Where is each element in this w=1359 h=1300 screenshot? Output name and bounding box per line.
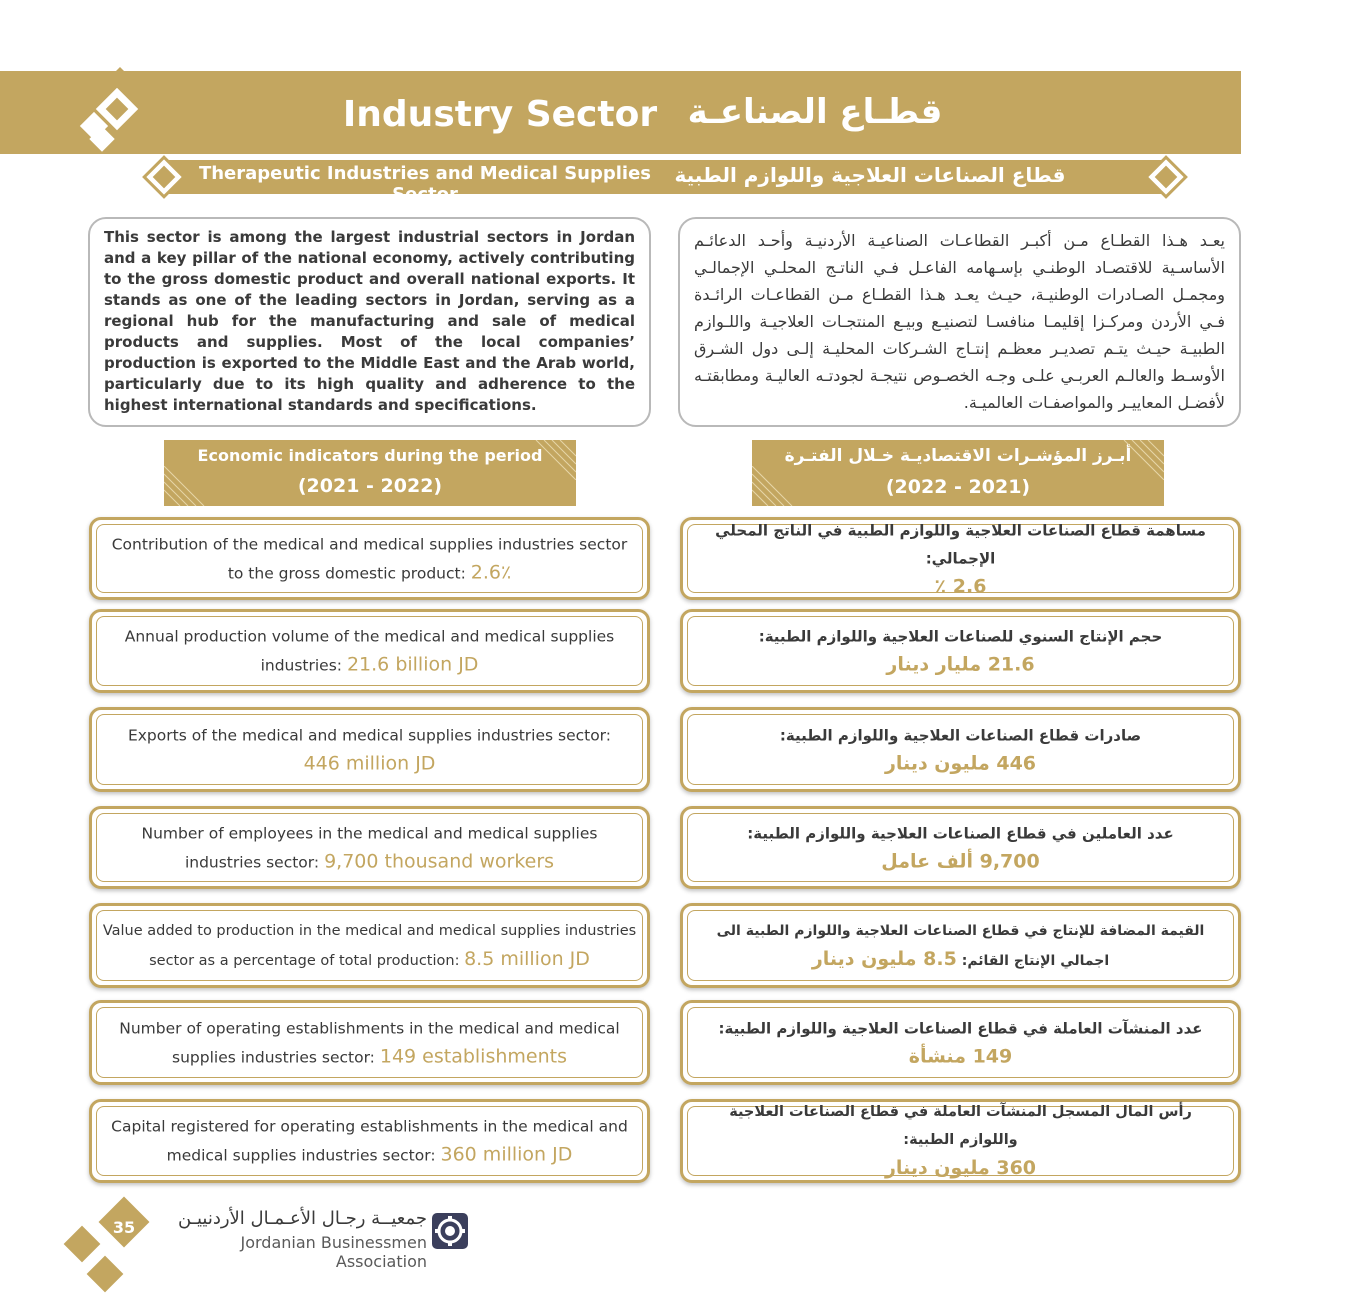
page-title-ar: قطـاع الصناعـة	[687, 92, 943, 132]
indicators-period-ar: (2022 - 2021)	[885, 476, 1031, 498]
page-title-en: Industry Sector	[342, 94, 658, 135]
card-label: Value added to production in the medical and medical supplies industries sector as a percentage of total production:	[102, 922, 637, 969]
card-label: Capital registered for operating establishments in the medical and medical supplies industries sector:	[111, 1117, 628, 1165]
indicator-card-en-establishments	[89, 1000, 650, 1085]
card-value: 21.6 billion JD	[346, 653, 479, 676]
indicator-card-ar-gdp	[680, 517, 1241, 600]
page-number: 35	[112, 1218, 136, 1237]
card-label: صادرات قطاع الصناعات العلاجية واللوازم الطبية:	[779, 726, 1142, 744]
card-value: 8.5 مليون دينار	[811, 947, 957, 970]
hatch-decoration	[164, 466, 208, 506]
indicators-period-en: (2021 - 2022)	[297, 475, 443, 497]
indicators-header-en	[164, 440, 576, 506]
hatch-decoration	[1120, 440, 1164, 480]
section-subtitle-ar: قطاع الصناعات العلاجية واللوازم الطبية	[674, 163, 1066, 187]
card-value: 2.6 ٪	[934, 575, 987, 597]
indicator-card-ar-employees	[680, 806, 1241, 889]
footer-org-name-en: Jordanian Businessmen Association	[240, 1233, 427, 1271]
card-value: 360 million JD	[440, 1143, 573, 1166]
indicator-card-ar-value-added	[680, 903, 1241, 988]
hatch-decoration	[752, 466, 796, 506]
card-value: 446 مليون دينار	[884, 752, 1037, 774]
card-label: Exports of the medical and medical supplies industries sector:	[127, 726, 612, 744]
card-value: 149 منشأة	[908, 1045, 1013, 1067]
card-label: القيمة المضافة للإنتاج في قطاع الصناعات العلاجية واللوازم الطبية الى اجمالي الإنتاج القائم:	[716, 922, 1205, 969]
indicator-card-ar-establishments	[680, 1000, 1241, 1085]
indicator-card-ar-capital	[680, 1099, 1241, 1183]
card-label: رأس المال المسجل المنشآت العاملة في قطاع الصناعات العلاجية واللوازم الطبية:	[729, 1104, 1192, 1148]
card-label: Number of operating establishments in the medical and medical supplies industries sector:	[119, 1019, 620, 1066]
card-value: 446 million JD	[303, 752, 436, 774]
intro-box-en	[88, 217, 651, 427]
card-label: حجم الإنتاج السنوي للصناعات العلاجية واللوازم الطبية:	[758, 627, 1163, 646]
card-label: Contribution of the medical and medical supplies industries sector to the gross domestic product:	[111, 535, 628, 582]
indicators-title-en: Economic indicators during the period	[197, 446, 543, 465]
section-subtitle-en: Therapeutic Industries and Medical Supplies Sector	[198, 163, 652, 205]
card-value: 9,700 ألف عامل	[881, 850, 1040, 872]
intro-text-ar: يعـد هـذا القطـاع مـن أكبـر القطاعـات الصناعيـة الأردنيـة وأحـد الدعائـم الأساسـية للاقتصـاد الوطنـي بإسـهامه الفاعـل فـي الناتـج المحلـي الإجمالـي ومجمـل الصـادرات الوطنيـة، حيـث يعـد هـذا القطـاع مـن القطاعـات الرائـدة فـي الأردن ومركـزا إقليمـا منافسـا لتصنيـع وبيـع المنتجـات العلاجيـة واللـوازم الطبيـة حيـث يتـم تصديـر معظـم إنتـاج الشـركات المحليـة إلـى دول الشـرق الأوسـط والعالـم العربـي علـى وجـه الخصـوص نتيجـة لجودتـه العاليـة ومطابقتـه لأفضـل المعاييـر والمواصفـات العالميـة.	[694, 231, 1225, 412]
card-label: عدد العاملين في قطاع الصناعات العلاجية واللوازم الطبية:	[747, 824, 1174, 842]
bottom-left-diamond	[88, 125, 118, 155]
indicator-card-en-gdp	[89, 517, 650, 600]
card-label: Number of employees in the medical and medical supplies industries sector:	[141, 824, 598, 871]
card-value: 2.6٪	[470, 561, 512, 583]
card-value: 8.5 million JD	[464, 947, 590, 970]
indicator-card-en-employees	[89, 806, 650, 889]
indicator-card-en-value-added	[89, 903, 650, 988]
card-value: 9,700 thousand workers	[324, 850, 555, 872]
indicator-card-en-exports	[89, 707, 650, 792]
indicator-card-ar-production	[680, 609, 1241, 693]
card-label: عدد المنشآت العاملة في قطاع الصناعات العلاجية واللوازم الطبية:	[718, 1019, 1203, 1037]
footer-org-name-ar: جمعيــة رجـال الأعـمـال الأردنييـن	[177, 1208, 427, 1229]
intro-box-ar	[678, 217, 1241, 427]
indicators-title-ar: أبـرز المؤشـرات الاقتصاديـة خـلال الفتـرة	[784, 446, 1132, 466]
indicators-header-ar	[752, 440, 1164, 506]
indicator-card-en-production	[89, 609, 650, 693]
card-label: Annual production volume of the medical and medical supplies industries:	[124, 627, 615, 675]
card-value: 149 establishments	[379, 1045, 567, 1067]
hatch-decoration	[532, 440, 576, 480]
indicator-card-ar-exports	[680, 707, 1241, 792]
jba-logo-icon	[431, 1212, 469, 1250]
indicator-card-en-capital	[89, 1099, 650, 1183]
card-label: مساهمة قطاع الصناعات العلاجية واللوازم الطبية في الناتج المحلي الإجمالي:	[715, 521, 1206, 567]
card-value: 360 مليون دينار	[884, 1157, 1037, 1179]
card-value: 21.6 مليار دينار	[886, 653, 1035, 676]
intro-text-en: This sector is among the largest industrial sectors in Jordan and a key pillar of the national economy, actively contributing to the gross domestic product and overall national exports. It stands as one of the leading sectors in Jordan, serving as a regional hub for the manufacturing and sale of medical products and supplies. Most of the local companies’ production is exported to the Middle East and the Arab world, particularly due to its high quality and adherence to the highest international standards and specifications.	[104, 228, 635, 414]
